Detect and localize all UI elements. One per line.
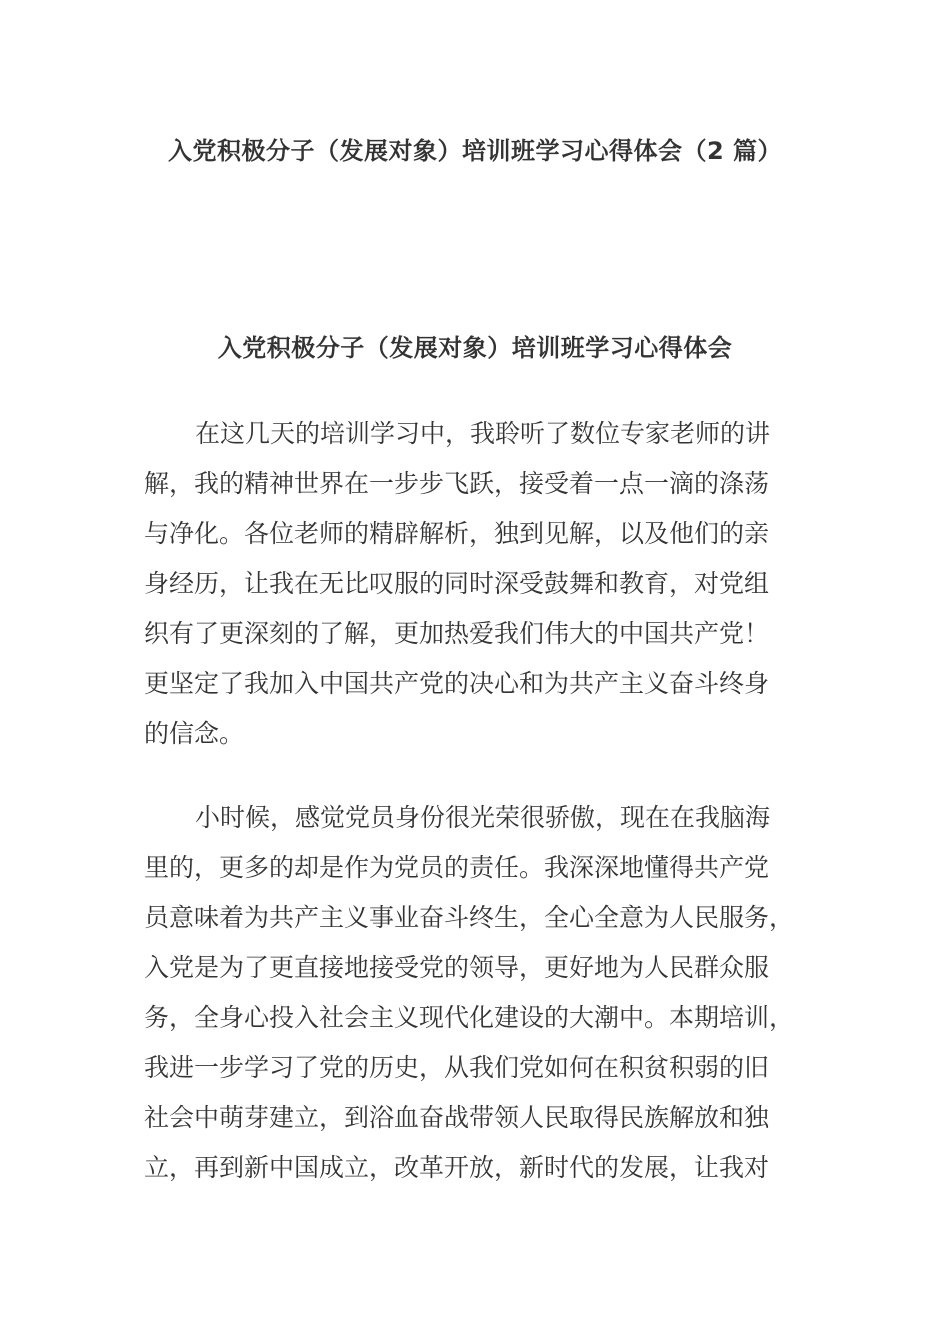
paragraph-line: 的信念。 (144, 719, 245, 748)
paragraph-line: 在这几天的培训学习中，我聆听了数位专家老师的讲 (195, 419, 771, 448)
paragraph-line: 员意味着为共产主义事业奋斗终生，全心全意为人民服务， (144, 903, 795, 932)
section-title: 入党积极分子（发展对象）培训班学习心得体会 (217, 334, 733, 362)
paragraph-line: 立，再到新中国成立，改革开放，新时代的发展，让我对 (144, 1153, 770, 1182)
paragraph-line: 织有了更深刻的了解，更加热爱我们伟大的中国共产党！ (144, 619, 770, 648)
body-paragraph-2 (144, 793, 794, 1193)
paragraph-line: 小时候，感觉党员身份很光荣很骄傲，现在在我脑海 (195, 803, 771, 832)
document-title: 入党积极分子（发展对象）培训班学习心得体会（2 篇） (167, 137, 783, 165)
paragraph-line: 务，全身心投入社会主义现代化建设的大潮中。本期培训， (144, 1003, 795, 1032)
paragraph-line: 里的，更多的却是作为党员的责任。我深深地懂得共产党 (144, 853, 770, 882)
paragraph-line: 入党是为了更直接地接受党的领导，更好地为人民群众服 (144, 953, 770, 982)
paragraph-line: 与净化。各位老师的精辟解析，独到见解，以及他们的亲 (144, 519, 770, 548)
paragraph-line: 身经历，让我在无比叹服的同时深受鼓舞和教育，对党组 (144, 569, 770, 598)
paragraph-line: 社会中萌芽建立，到浴血奋战带领人民取得民族解放和独 (144, 1103, 770, 1132)
paragraph-line: 更坚定了我加入中国共产党的决心和为共产主义奋斗终身 (144, 669, 770, 698)
body-paragraph-1 (144, 409, 770, 759)
paragraph-line: 我进一步学习了党的历史，从我们党如何在积贫积弱的旧 (144, 1053, 770, 1082)
paragraph-line: 解，我的精神世界在一步步飞跃，接受着一点一滴的涤荡 (144, 469, 770, 498)
